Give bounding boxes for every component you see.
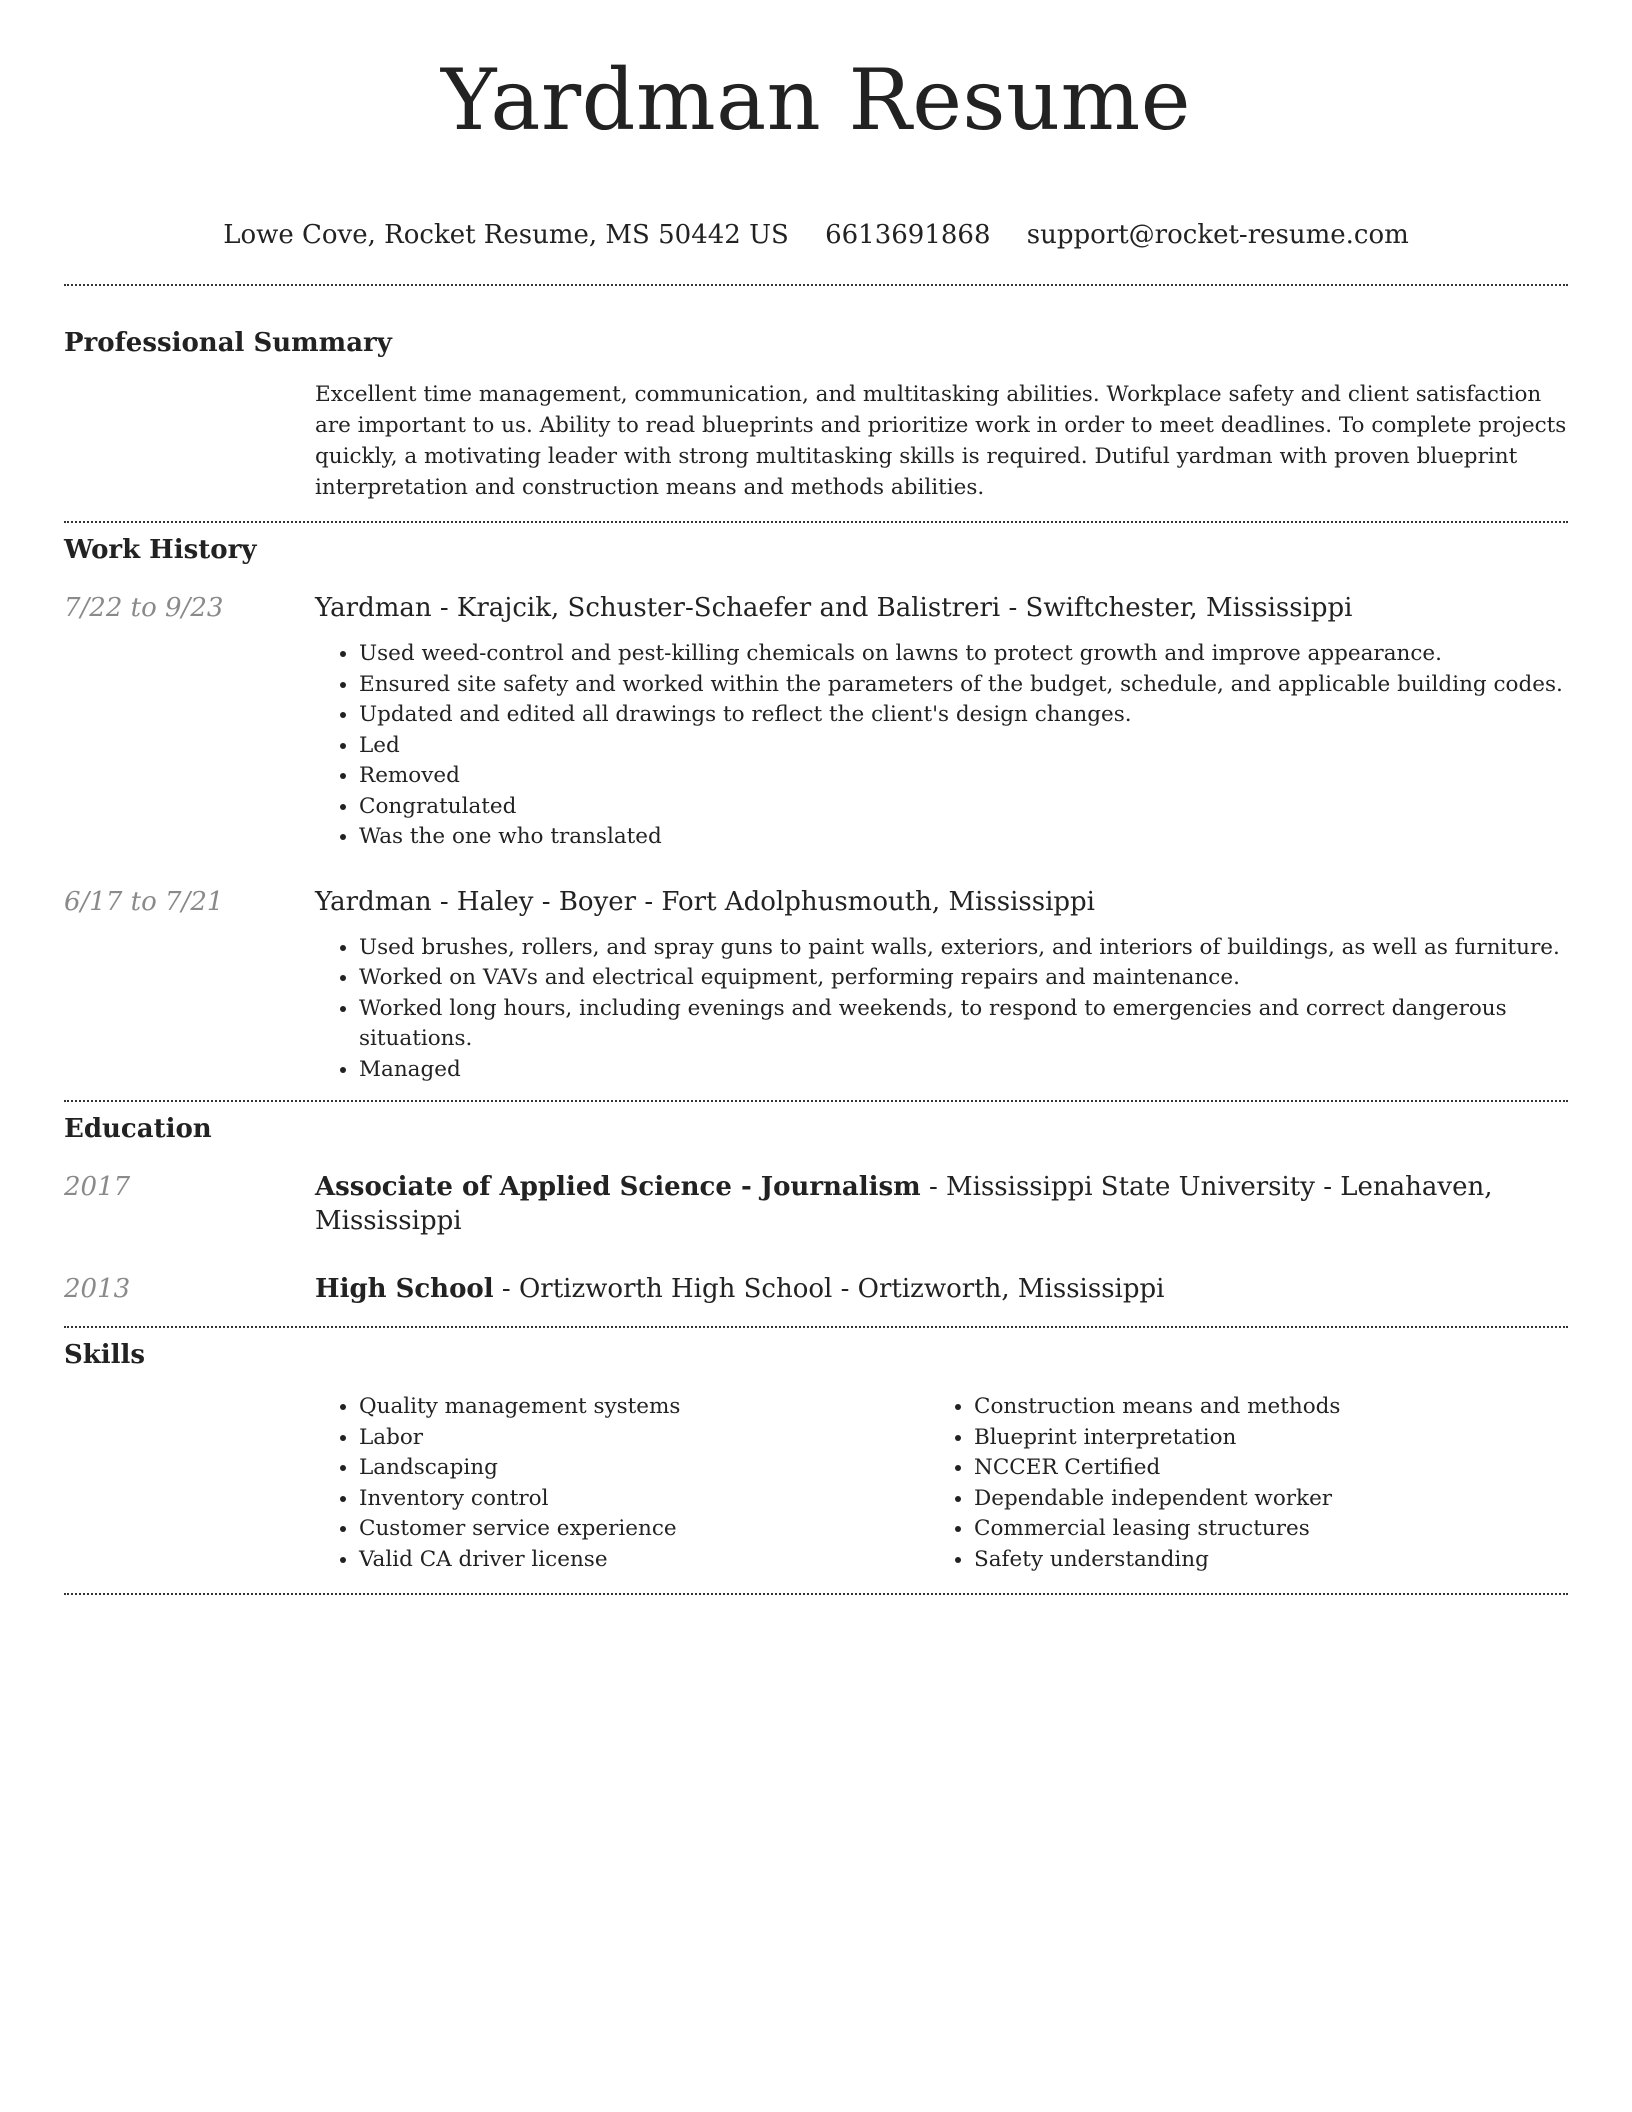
skills-section [64,1338,1568,1575]
skills-list [315,1392,930,1575]
job-bullets [315,933,1568,1086]
contact-address: Lowe Cove, Rocket Resume, MS 50442 US [223,220,789,250]
contact-email: support@rocket-resume.com [1026,220,1409,250]
education-entry [64,1170,1568,1238]
job-bullet: • Was the one who translated [359,822,1568,853]
skill-item: • Labor [359,1423,930,1454]
section-divider [64,1326,1568,1328]
skill-item: • Construction means and methods [974,1392,1545,1423]
education-school: - Ortizworth High School - Ortizworth, Mississippi [493,1274,1165,1304]
education-entry [64,1272,1568,1306]
job-bullet: • Ensured site safety and worked within the parameters of the budget, schedule, and applicable building codes. [359,670,1568,701]
education-line [315,1170,1568,1238]
section-divider [64,521,1568,523]
skill-item: • Dependable independent worker [974,1484,1545,1515]
job-dates: 6/17 to 7/21 [64,886,224,917]
job-bullet: • Used weed-control and pest-killing chemicals on lawns to protect growth and improve appearance. [359,639,1568,670]
resume-page [64,0,1568,1595]
section-divider [64,1100,1568,1102]
skill-item: • Commercial leasing structures [974,1514,1545,1545]
contact-line [64,218,1568,252]
summary-text: Excellent time management, communication, and multitasking abilities. Workplace safety and client satisfaction are important to us. Ability to read blueprints and prioritize work in order to meet deadlines. To complete projects quickly, a motivating leader with strong multitasking skills is required. Dutiful yardman with proven blueprint interpretation and construction means and methods abilities. [315,382,1567,500]
job-bullet: • Managed [359,1055,1568,1086]
job-dates: 7/22 to 9/23 [64,593,224,623]
skill-item: • Inventory control [359,1484,930,1515]
education-year: 2013 [64,1274,131,1304]
job-bullet: • Removed [359,761,1568,792]
education-school: - Mississippi State University - Lenahaven, Mississippi [315,1172,1493,1236]
education-year: 2017 [64,1172,131,1202]
job-bullet: • Led [359,731,1568,762]
education-degree: High School [315,1274,494,1304]
education-section [64,1112,1568,1306]
skills-heading: Skills [64,1340,146,1370]
skills-list [930,1392,1545,1575]
skills-column-right [930,1392,1545,1575]
skill-item: • Customer service experience [359,1514,930,1545]
job-title: Yardman - Haley - Boyer - Fort Adolphusmouth, Mississippi [315,886,1095,917]
job-bullet: • Worked long hours, including evenings and weekends, to respond to emergencies and correct dangerous situations. [359,994,1568,1055]
skill-item: • Safety understanding [974,1545,1545,1576]
summary-heading: Professional Summary [64,328,392,358]
skill-item: • NCCER Certified [974,1453,1545,1484]
job-bullet: • Updated and edited all drawings to reflect the client's design changes. [359,700,1568,731]
job-title: Yardman - Krajcik, Schuster-Schaefer and Balistreri - Swiftchester, Mississippi [315,593,1353,623]
skills-columns [315,1392,1568,1575]
skills-column-left [315,1392,930,1575]
skill-item: • Landscaping [359,1453,930,1484]
education-line [315,1272,1568,1306]
work-history-heading: Work History [64,535,257,565]
section-divider [64,1593,1568,1595]
job-entry [64,885,1568,1086]
resume-title: Yardman Resume [441,51,1191,149]
education-heading: Education [64,1114,212,1144]
job-bullet: • Used brushes, rollers, and spray guns to paint walls, exteriors, and interiors of buildings, as well as furniture. [359,933,1568,964]
summary-section [64,326,1568,503]
contact-phone: 6613691868 [825,220,991,250]
job-bullets [315,639,1568,853]
skill-item: • Blueprint interpretation [974,1423,1545,1454]
work-history-section [64,533,1568,1085]
skill-item: • Quality management systems [359,1392,930,1423]
education-degree: Associate of Applied Science - Journalism [315,1172,921,1202]
job-bullet: • Worked on VAVs and electrical equipment, performing repairs and maintenance. [359,963,1568,994]
job-bullet: • Congratulated [359,792,1568,823]
job-entry [64,591,1568,853]
skill-item: • Valid CA driver license [359,1545,930,1576]
section-divider [64,284,1568,286]
